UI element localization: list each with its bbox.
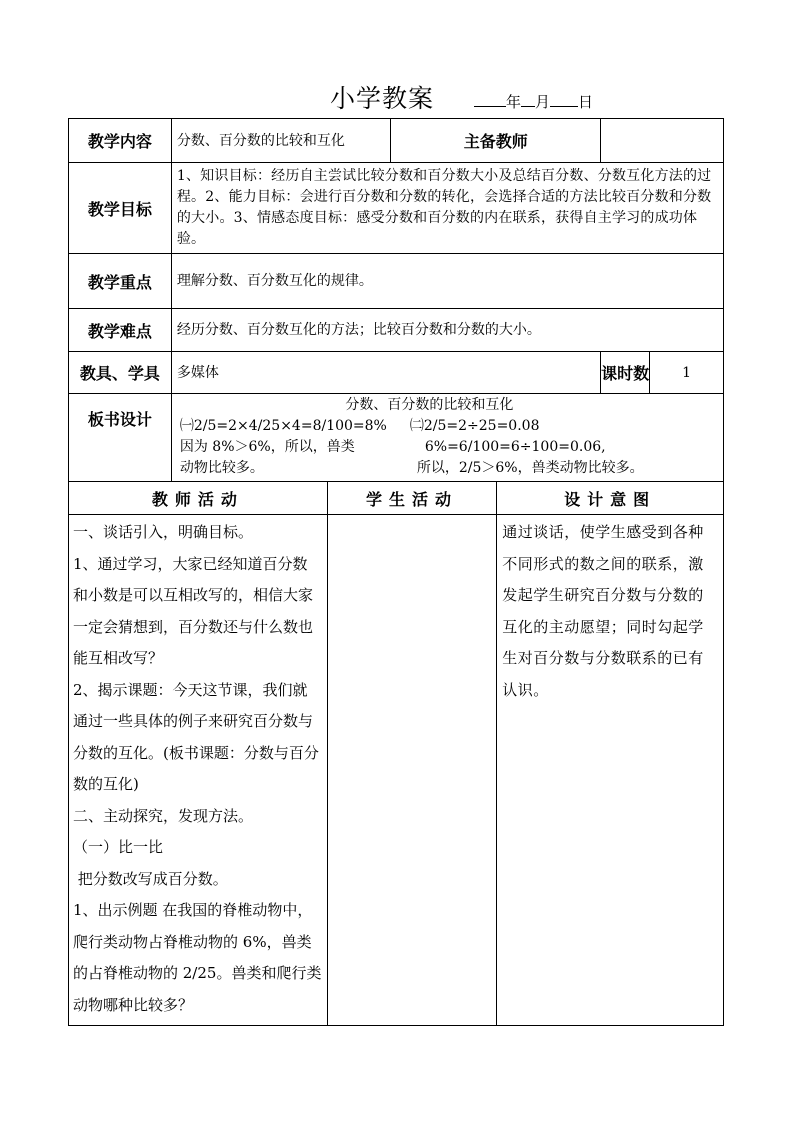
tools-value: 多媒体 <box>171 352 600 394</box>
student-activity-header: 学生活动 <box>327 482 497 515</box>
year-label: 年 <box>506 93 522 111</box>
hours-value: 1 <box>650 352 724 394</box>
difficulty-row <box>69 309 724 352</box>
teacher-paragraph: 1、出示例题 在我国的脊椎动物中，爬行类动物占脊椎动物的 6%，兽类的占脊椎动物的 2/25。兽类和爬行类动物哪种比较多？ <box>73 901 322 1014</box>
teacher-paragraph: 二、主动探究，发现方法。 <box>73 806 254 825</box>
teacher-paragraph: 2、揭示课题：今天这节课，我们就通过一些具体的例子来研究百分数与分数的互化。(板书课题：分数与百分数的互化) <box>73 680 319 793</box>
teacher-paragraph: 把分数改写成百分数。 <box>73 869 228 888</box>
teacher-paragraph: （一）比一比 <box>73 838 164 856</box>
teacher-paragraph: 1、通过学习，大家已经知道百分数和小数是可以互相改写的，相信大家一定会猜想到，百分数还与什么数也能互相改写？ <box>73 554 314 667</box>
hours-label: 课时数 <box>601 352 650 394</box>
board-line-2 <box>180 437 719 458</box>
student-activity-cell <box>327 515 497 1026</box>
content-label: 教学内容 <box>69 119 172 163</box>
board-content <box>171 394 723 482</box>
goal-row <box>69 163 724 254</box>
board-label: 板书设计 <box>69 394 172 482</box>
content-value: 分数、百分数的比较和互化 <box>171 119 391 163</box>
year-blank <box>474 92 506 107</box>
page-title: 小学教案 <box>330 84 435 113</box>
board-title: 分数、百分数的比较和互化 <box>345 397 514 413</box>
goal-value: 1、知识目标：经历自主尝试比较分数和百分数大小及总结百分数、分数互化方法的过程。2、能力目标：会进行百分数和分数的转化，会选择合适的方法比较百分数和分数的大小。3、情感态度目标：感受分数和百分数的内在联系，获得自主学习的成功体验。 <box>171 163 723 254</box>
date-line <box>474 90 593 114</box>
activity-body-row <box>69 515 724 1026</box>
teacher-label: 主备教师 <box>391 119 601 163</box>
key-point-value: 理解分数、百分数互化的规律。 <box>171 254 723 309</box>
board-line-2-left: 因为 8%＞6%，所以，兽类 <box>179 439 355 455</box>
page-header <box>0 82 794 116</box>
board-line-1-left: ㈠2/5=2×4/25×4=8/100=8% <box>179 418 387 434</box>
board-line-2-right: 6%=6/100=6÷100=0.06, <box>424 439 606 455</box>
day-blank <box>550 92 578 107</box>
board-line-3-left: 动物比较多。 <box>179 460 264 476</box>
design-intent-header: 设计意图 <box>497 482 724 515</box>
board-line-3 <box>180 458 719 479</box>
activity-header-row <box>69 482 724 515</box>
key-point-label: 教学重点 <box>69 254 172 309</box>
teacher-value <box>601 119 724 163</box>
teacher-paragraph: 一、谈话引入，明确目标。 <box>73 523 254 541</box>
difficulty-label: 教学难点 <box>69 309 172 352</box>
content-row <box>69 119 724 163</box>
lesson-plan-table <box>68 118 724 1026</box>
board-line-3-right: 所以，2/5＞6%，兽类动物比较多。 <box>416 460 644 476</box>
tools-row <box>69 352 724 394</box>
board-line-1-right: ㈡2/5=2÷25=0.08 <box>409 418 540 434</box>
month-label: 月 <box>535 93 551 111</box>
board-line-1 <box>180 416 719 437</box>
day-label: 日 <box>578 93 594 111</box>
month-blank <box>521 92 535 107</box>
design-intent-text: 通过谈话，使学生感受到各种不同形式的数之间的联系，激发起学生研究百分数与分数的互化的主动愿望；同时勾起学生对百分数与分数联系的已有认识。 <box>502 523 704 699</box>
tools-label: 教具、学具 <box>69 352 172 394</box>
board-row <box>69 394 724 482</box>
difficulty-value: 经历分数、百分数互化的方法；比较百分数和分数的大小。 <box>171 309 723 352</box>
teacher-activity-header: 教师活动 <box>69 482 328 515</box>
teacher-activity-cell <box>69 515 328 1026</box>
design-intent-cell <box>497 515 724 1026</box>
key-point-row <box>69 254 724 309</box>
goal-label: 教学目标 <box>69 163 172 254</box>
